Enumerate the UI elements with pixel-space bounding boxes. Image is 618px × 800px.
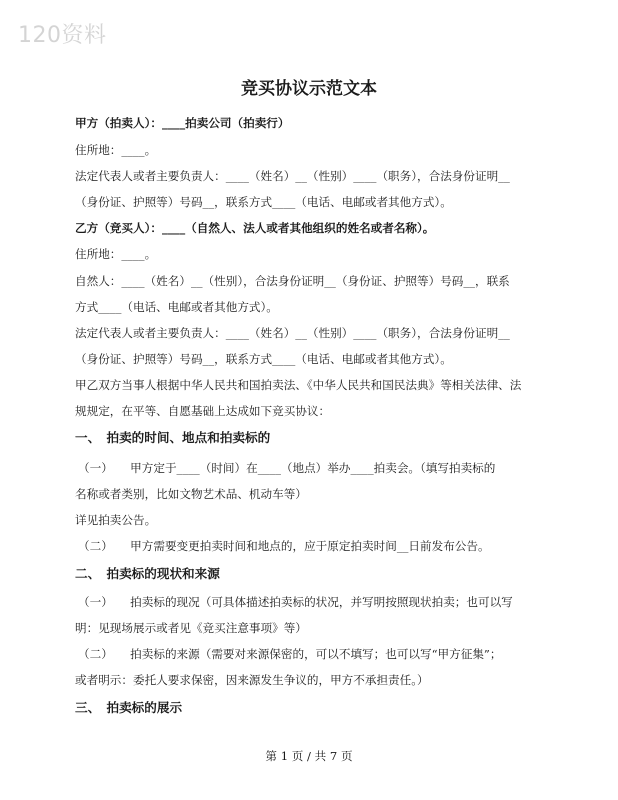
text-line: （身份证、护照等）号码__，联系方式____（电话、电邮或者其他方式）。 [75, 352, 452, 366]
page-footer: 第 1 页 / 共 7 页 [265, 749, 353, 763]
text-line: 自然人：____（姓名）__（性别），合法身份证明__（身份证、护照等）号码__，联系 [75, 274, 510, 288]
section-heading: 二、 拍卖标的现状和来源 [75, 566, 220, 581]
text-line: 方式____（电话、电邮或者其他方式）。 [75, 300, 278, 314]
text-line: 明：见现场展示或者见《竞买注意事项》等） [75, 621, 307, 635]
text-line: 规规定，在平等、自愿基础上达成如下竞买协议： [75, 404, 331, 418]
text-line: （身份证、护照等）号码__，联系方式____（电话、电邮或者其他方式）。 [75, 195, 452, 209]
party-heading-line: 甲方（拍卖人）：____拍卖公司（拍卖行） [75, 116, 290, 130]
text-line: 详见拍卖公告。 [75, 513, 157, 527]
text-line: （一） 拍卖标的现况（可具体描述拍卖标的状况，并写明按照现状拍卖；也可以写 [78, 595, 513, 609]
text-line: 住所地：____。 [75, 143, 157, 157]
text-line: （一） 甲方定于____（时间）在____（地点）举办____拍卖会。（填写拍卖标的 [78, 461, 496, 475]
text-line: 名称或者类别，比如文物艺术品、机动车等） [75, 487, 307, 501]
text-line: （二） 甲方需要变更拍卖时间和地点的，应于原定拍卖时间__日前发布公告。 [78, 539, 490, 553]
text-line: 住所地：____。 [75, 247, 157, 261]
document-title: 竞买协议示范文本 [241, 79, 377, 99]
section-heading: 一、 拍卖的时间、地点和拍卖标的 [75, 430, 271, 445]
text-line: （二） 拍卖标的来源（需要对来源保密的，可以不填写；也可以写“甲方征集”； [78, 647, 502, 661]
party-heading-line: 乙方（竞买人）：____（自然人、法人或者其他组织的姓名或者名称）。 [75, 221, 435, 235]
text-line: 或者明示：委托人要求保密，因来源发生争议的，甲方不承担责任。） [75, 673, 429, 687]
text-line: 法定代表人或者主要负责人：____（姓名）__（性别）____（职务），合法身份证明__ [75, 169, 510, 183]
section-heading: 三、 拍卖标的展示 [75, 700, 183, 715]
watermark-logo: 120资料 [18, 23, 107, 48]
text-line: 法定代表人或者主要负责人：____（姓名）__（性别）____（职务），合法身份证明__ [75, 326, 510, 340]
text-line: 甲乙双方当事人根据中华人民共和国拍卖法、《中华人民共和国民法典》等相关法律、法 [75, 378, 522, 392]
